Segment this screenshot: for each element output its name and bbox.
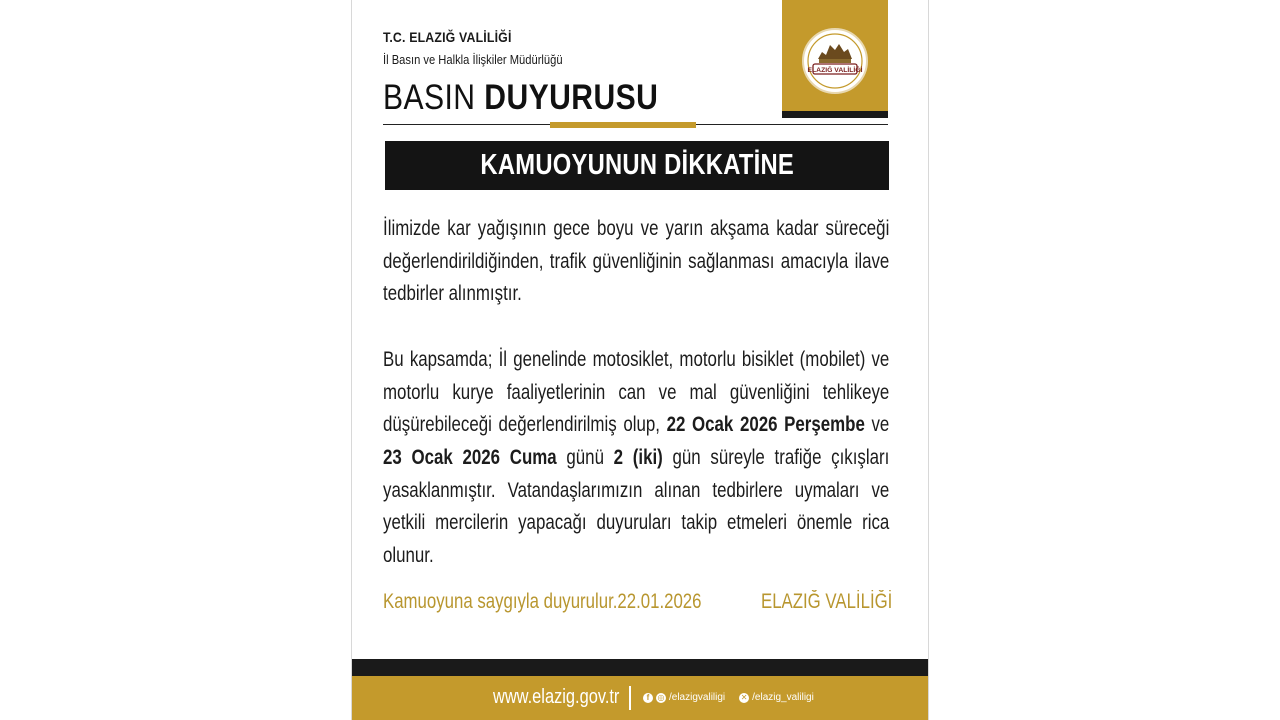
seal-text: ELAZIĞ VALİLİĞİ bbox=[807, 67, 863, 74]
title-underline bbox=[550, 122, 696, 128]
facebook-icon[interactable]: f bbox=[643, 693, 653, 703]
p2-part1: Bu kapsamda; İl genelinde motosiklet, motorlu bisiklet (mobilet) ve motorlu kurye faaliyetlerinin can ve mal güvenliğini tehlikeye düşürebileceği değerlendirilmiş olup, bbox=[383, 346, 890, 437]
seal-graphic bbox=[804, 30, 866, 92]
title-bold: DUYURUSU bbox=[484, 78, 659, 117]
signature: ELAZIĞ VALİLİĞİ bbox=[761, 590, 893, 613]
instagram-icon[interactable]: ◎ bbox=[657, 692, 665, 702]
elazig-valiligi-seal-icon bbox=[802, 28, 868, 94]
title-regular: BASIN bbox=[383, 78, 485, 117]
logo-panel-bar bbox=[782, 111, 888, 118]
social-handle-2[interactable]: /elazig_valiligi bbox=[752, 692, 814, 703]
p2-date2: 23 Ocak 2026 Cuma bbox=[383, 444, 557, 469]
social-links bbox=[643, 692, 814, 703]
paragraph-1: İlimizde kar yağışının gece boyu ve yarın akşama kadar süreceği değerlendirildiğinden, trafik güvenliğinin sağlanması amacıyla ilave tedbirler alınmıştır. bbox=[383, 216, 890, 306]
footer-bar bbox=[352, 659, 928, 676]
banner-text: KAMUOYUNUN DİKKATİNE bbox=[480, 149, 794, 181]
attention-banner bbox=[385, 141, 889, 190]
website-link[interactable]: www.elazig.gov.tr bbox=[493, 686, 620, 708]
p2-part3: günü bbox=[556, 444, 614, 469]
p2-part2: ve bbox=[864, 412, 890, 437]
p2-part4: gün süreyle trafiğe çıkışları yasaklanmıştır. Vatandaşlarımızın alınan tedbirlere uymaları ve yetkili mercilerin yapacağı duyuruları takip etmeleri önemle rica olunur. bbox=[383, 444, 890, 568]
p2-date1: 22 Ocak 2026 Perşembe bbox=[666, 412, 865, 437]
paragraph-2 bbox=[383, 343, 889, 572]
footer-separator bbox=[629, 686, 631, 710]
org-subtitle: İl Basın ve Halkla İlişkiler Müdürlüğü bbox=[383, 52, 563, 67]
page-title bbox=[383, 78, 658, 118]
p2-duration: 2 (iki) bbox=[613, 444, 663, 469]
social-handle-1[interactable]: /elazigvaliligi bbox=[669, 692, 726, 703]
footer bbox=[352, 676, 928, 720]
press-release-document bbox=[352, 0, 928, 720]
org-title: T.C. ELAZIĞ VALİLİĞİ bbox=[383, 29, 512, 45]
x-icon[interactable]: ✕ bbox=[740, 692, 748, 702]
closing-line: Kamuoyuna saygıyla duyurulur.22.01.2026 bbox=[383, 590, 702, 613]
announcement-body bbox=[383, 212, 889, 572]
